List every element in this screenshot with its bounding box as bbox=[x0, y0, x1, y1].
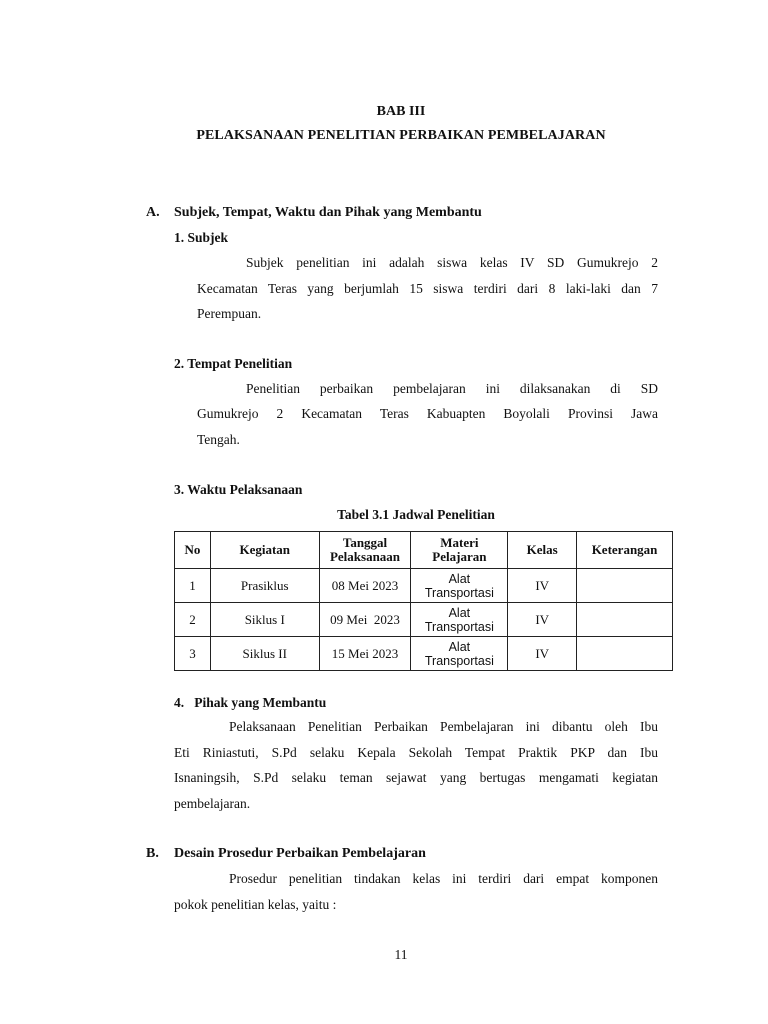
cell-materi bbox=[411, 569, 508, 603]
col-header-keterangan: Keterangan bbox=[577, 532, 673, 569]
section-b-letter: B. bbox=[146, 846, 159, 861]
item2-heading: 2. Tempat Penelitian bbox=[174, 356, 293, 371]
section-a-heading: Subjek, Tempat, Waktu dan Pihak yang Membantu bbox=[174, 205, 482, 220]
cell-materi-line2: Transportasi bbox=[424, 653, 494, 668]
item4-line-1: Pelaksanaan Penelitian Perbaikan Pembelajaran ini dibantu oleh Ibu bbox=[229, 719, 658, 734]
cell-tanggal: 15 Mei 2023 bbox=[319, 637, 411, 671]
table-caption: Tabel 3.1 Jadwal Penelitian bbox=[337, 507, 495, 522]
item4-heading: 4. Pihak yang Membantu bbox=[174, 695, 327, 710]
item1-heading: 1. Subjek bbox=[174, 230, 229, 245]
cell-keterangan bbox=[577, 603, 673, 637]
schedule-table bbox=[174, 531, 673, 671]
cell-keterangan bbox=[577, 637, 673, 671]
cell-kelas: IV bbox=[508, 569, 577, 603]
item2-line-3: Tengah. bbox=[197, 432, 240, 447]
cell-kegiatan: Prasiklus bbox=[210, 569, 319, 603]
col-header-tanggal bbox=[319, 532, 411, 569]
item4-line-3: Isnaningsih, S.Pd selaku teman sejawat yang bertugas mengamati kegiatan bbox=[174, 770, 658, 785]
chapter-label: BAB III bbox=[376, 104, 426, 119]
item4-line-4: pembelajaran. bbox=[174, 796, 251, 811]
cell-keterangan bbox=[577, 569, 673, 603]
item1-line-2: Kecamatan Teras yang berjumlah 15 siswa terdiri dari 8 laki-laki dan 7 bbox=[197, 281, 658, 296]
col-header-materi-line2: Pelajaran bbox=[432, 549, 487, 564]
cell-materi bbox=[411, 603, 508, 637]
cell-tanggal: 09 Mei 2023 bbox=[319, 603, 411, 637]
cell-kelas: IV bbox=[508, 637, 577, 671]
cell-kelas: IV bbox=[508, 603, 577, 637]
col-header-no: No bbox=[175, 532, 211, 569]
cell-kegiatan: Siklus II bbox=[210, 637, 319, 671]
cell-materi bbox=[411, 637, 508, 671]
cell-materi-line1: Alat bbox=[448, 571, 471, 586]
section-b-line-1: Prosedur penelitian tindakan kelas ini terdiri dari empat komponen bbox=[229, 871, 658, 886]
col-header-materi-line1: Materi bbox=[440, 535, 479, 550]
item1-line-1: Subjek penelitian ini adalah siswa kelas IV SD Gumukrejo 2 bbox=[246, 255, 658, 270]
col-header-tanggal-line2: Pelaksanaan bbox=[329, 549, 401, 564]
section-b-line-2: pokok penelitian kelas, yaitu : bbox=[174, 897, 337, 912]
cell-materi-line1: Alat bbox=[448, 605, 471, 620]
table-row bbox=[175, 603, 673, 637]
cell-no: 3 bbox=[175, 637, 211, 671]
cell-no: 2 bbox=[175, 603, 211, 637]
item1-line-3: Perempuan. bbox=[197, 306, 262, 321]
col-header-materi bbox=[411, 532, 508, 569]
col-header-tanggal-line1: Tanggal bbox=[342, 535, 388, 550]
cell-kegiatan: Siklus I bbox=[210, 603, 319, 637]
item3-heading: 3. Waktu Pelaksanaan bbox=[174, 482, 303, 497]
table-row bbox=[175, 569, 673, 603]
section-b-heading: Desain Prosedur Perbaikan Pembelajaran bbox=[174, 846, 426, 861]
cell-tanggal: 08 Mei 2023 bbox=[319, 569, 411, 603]
cell-materi-line2: Transportasi bbox=[424, 619, 494, 634]
item2-line-2: Gumukrejo 2 Kecamatan Teras Kabuapten Boyolali Provinsi Jawa bbox=[197, 406, 658, 421]
chapter-title: PELAKSANAAN PENELITIAN PERBAIKAN PEMBELAJARAN bbox=[196, 128, 606, 143]
table-row bbox=[175, 637, 673, 671]
cell-materi-line2: Transportasi bbox=[424, 585, 494, 600]
table-header-row bbox=[175, 532, 673, 569]
section-a-letter: A. bbox=[146, 205, 160, 220]
col-header-kegiatan: Kegiatan bbox=[210, 532, 319, 569]
col-header-kelas: Kelas bbox=[508, 532, 577, 569]
cell-materi-line1: Alat bbox=[448, 639, 471, 654]
item4-line-2: Eti Riniastuti, S.Pd selaku Kepala Sekolah Tempat Praktik PKP dan Ibu bbox=[174, 745, 658, 760]
cell-no: 1 bbox=[175, 569, 211, 603]
page-number: 11 bbox=[394, 947, 408, 962]
item2-line-1: Penelitian perbaikan pembelajaran ini dilaksanakan di SD bbox=[246, 381, 658, 396]
